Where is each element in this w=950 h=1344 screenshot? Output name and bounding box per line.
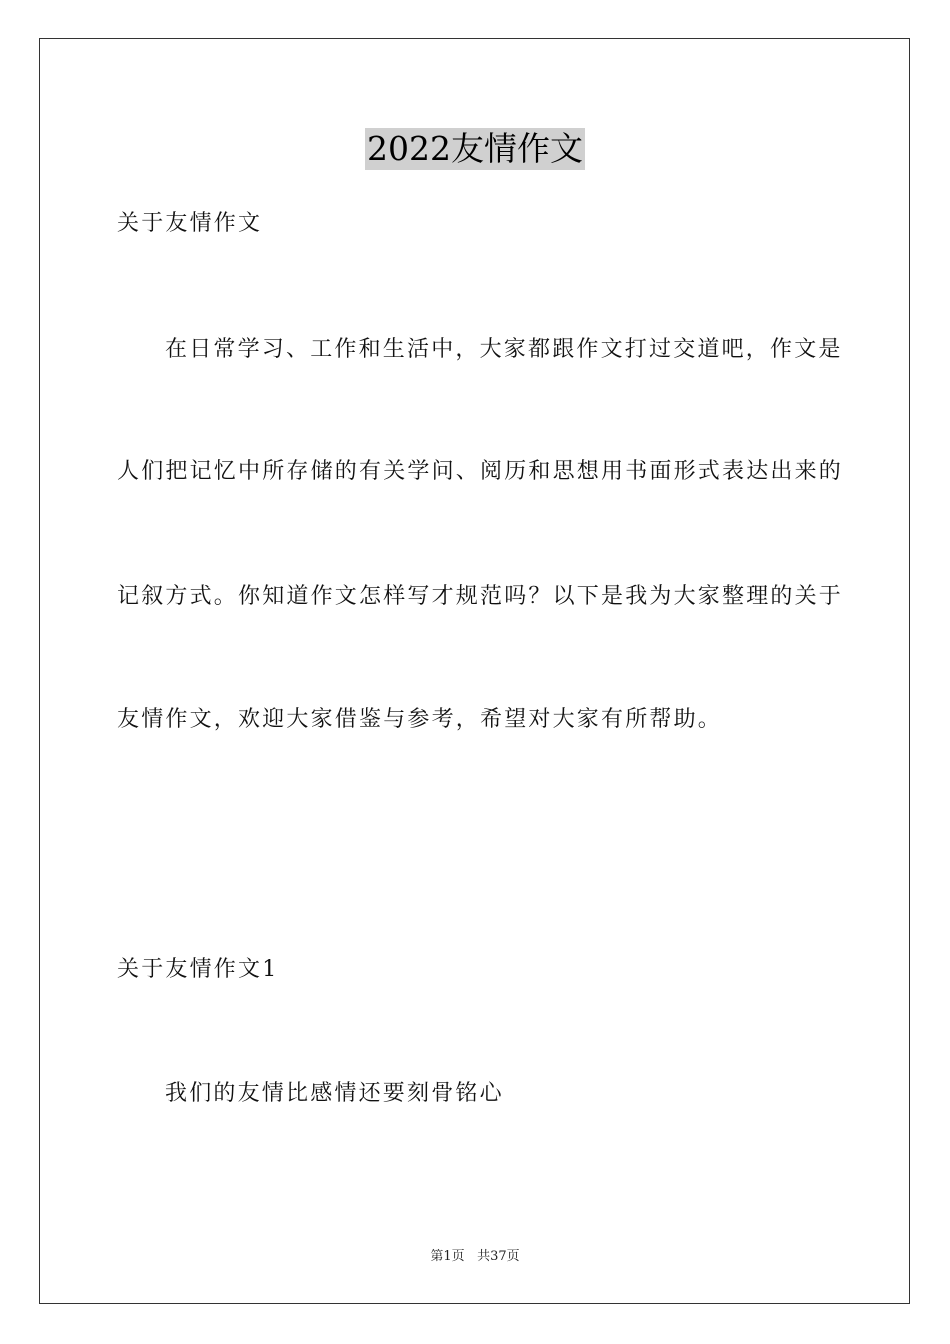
section-heading: 关于友情作文1 [117, 957, 279, 982]
document-heading: 关于友情作文 [117, 211, 263, 236]
page-total: 共37页 [477, 1249, 520, 1264]
page-footer [0, 1248, 950, 1266]
intro-line-1: 在日常学习、工作和生活中，大家都跟作文打过交道吧，作文是 [165, 337, 843, 362]
intro-line-2: 人们把记忆中所存储的有关学问、阅历和思想用书面形式表达出来的 [117, 459, 844, 484]
intro-line-4: 友情作文，欢迎大家借鉴与参考，希望对大家有所帮助。 [117, 707, 723, 732]
title-container [0, 128, 950, 170]
page-number: 第1页 [430, 1249, 465, 1264]
section-first-line: 我们的友情比感情还要刻骨铭心 [165, 1081, 504, 1106]
intro-line-3: 记叙方式。你知道作文怎样写才规范吗？以下是我为大家整理的关于 [117, 584, 844, 609]
document-title: 2022友情作文 [367, 129, 583, 168]
